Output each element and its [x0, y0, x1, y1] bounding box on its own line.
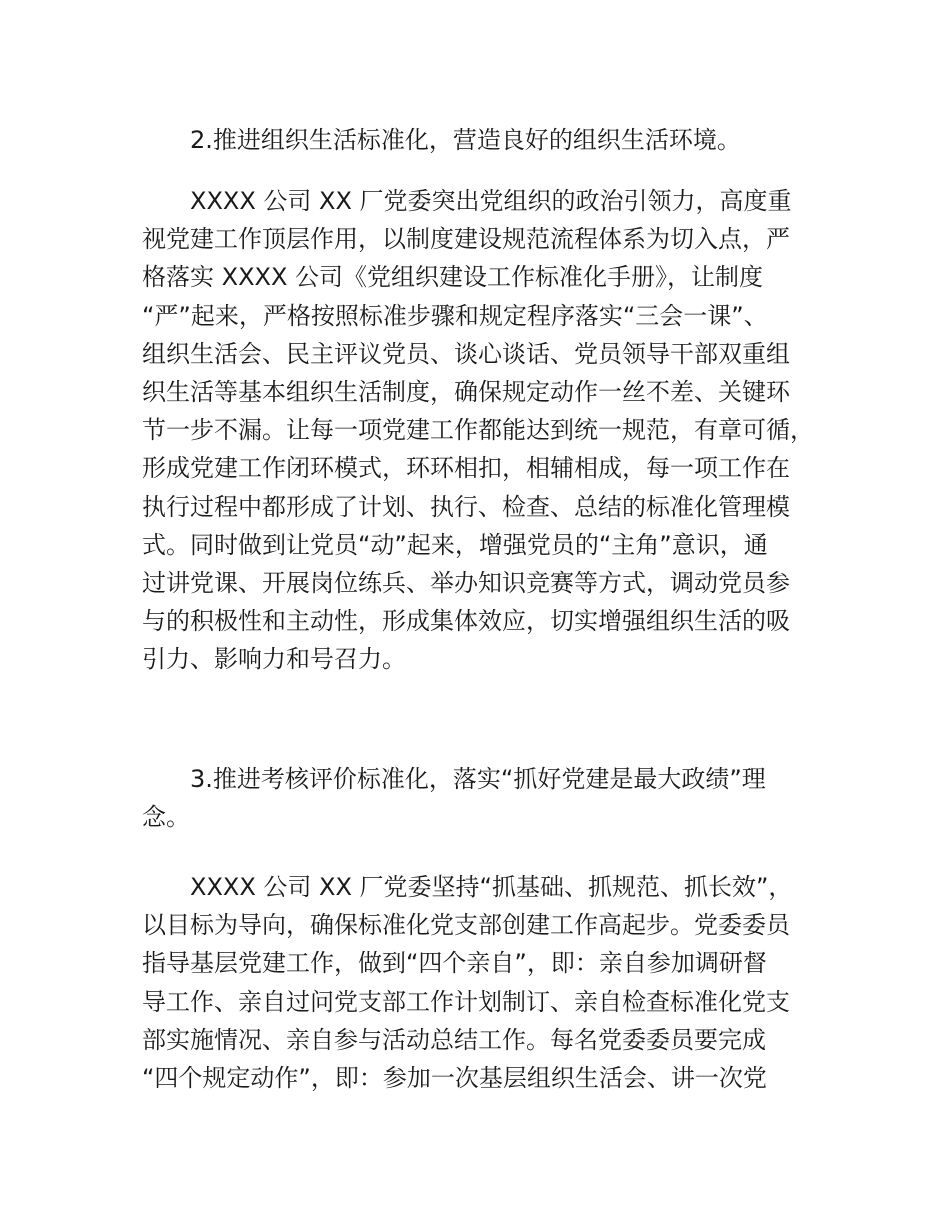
text-line: 织生活等基本组织生活制度，确保规定动作一丝不差、关键环 [142, 377, 790, 406]
text-line: 以目标为导向，确保标准化党支部创建工作高起步。党委委员 [142, 911, 790, 940]
text-line: 2.推进组织生活标准化，营造良好的组织生活环境。 [190, 126, 741, 154]
text-line: XXXX 公司 XX 厂党委坚持“抓基础、抓规范、抓长效”， [190, 873, 793, 901]
text-line: 视党建工作顶层作用，以制度建设规范流程体系为切入点，严 [142, 225, 790, 254]
text-line: “严”起来，严格按照标准步骤和规定程序落实“三会一课”、 [142, 301, 768, 330]
body-paragraph-organization-life [142, 182, 842, 678]
section-heading-3 [142, 760, 842, 836]
text-line: 式。同时做到让党员“动”起来，增强党员的“主角”意识，通 [142, 530, 768, 559]
text-line: 组织生活会、民主评议党员、谈心谈话、党员领导干部双重组 [142, 339, 790, 368]
text-line: 与的积极性和主动性，形成集体效应，切实增强组织生活的吸 [142, 607, 790, 636]
body-paragraph-evaluation [142, 868, 842, 1097]
text-line: “四个规定动作”，即：参加一次基层组织生活会、讲一次党 [142, 1063, 767, 1092]
text-line: 导工作、亲自过问党支部工作计划制订、亲自检查标准化党支 [142, 987, 790, 1016]
text-line: XXXX 公司 XX 厂党委突出党组织的政治引领力，高度重 [190, 187, 792, 215]
text-line: 指导基层党建工作，做到“四个亲自”，即：亲自参加调研督 [142, 949, 767, 978]
text-line: 形成党建工作闭环模式，环环相扣，相辅相成，每一项工作在 [142, 454, 790, 483]
text-line: 格落实 XXXX 公司《党组织建设工作标准化手册》，让制度 [142, 263, 764, 292]
section-heading-2 [142, 121, 842, 159]
text-line: 念。 [142, 803, 190, 832]
text-line: 3.推进考核评价标准化，落实“抓好党建是最大政绩”理 [190, 765, 766, 793]
text-line: 执行过程中都形成了计划、执行、检查、总结的标准化管理模 [142, 492, 790, 521]
text-line: 引力、影响力和号召力。 [142, 645, 406, 674]
text-line: 节一步不漏。让每一项党建工作都能达到统一规范，有章可循， [142, 416, 814, 445]
text-line: 过讲党课、开展岗位练兵、举办知识竞赛等方式，调动党员参 [142, 568, 790, 597]
text-line: 部实施情况、亲自参与活动总结工作。每名党委委员要完成 [142, 1025, 766, 1054]
